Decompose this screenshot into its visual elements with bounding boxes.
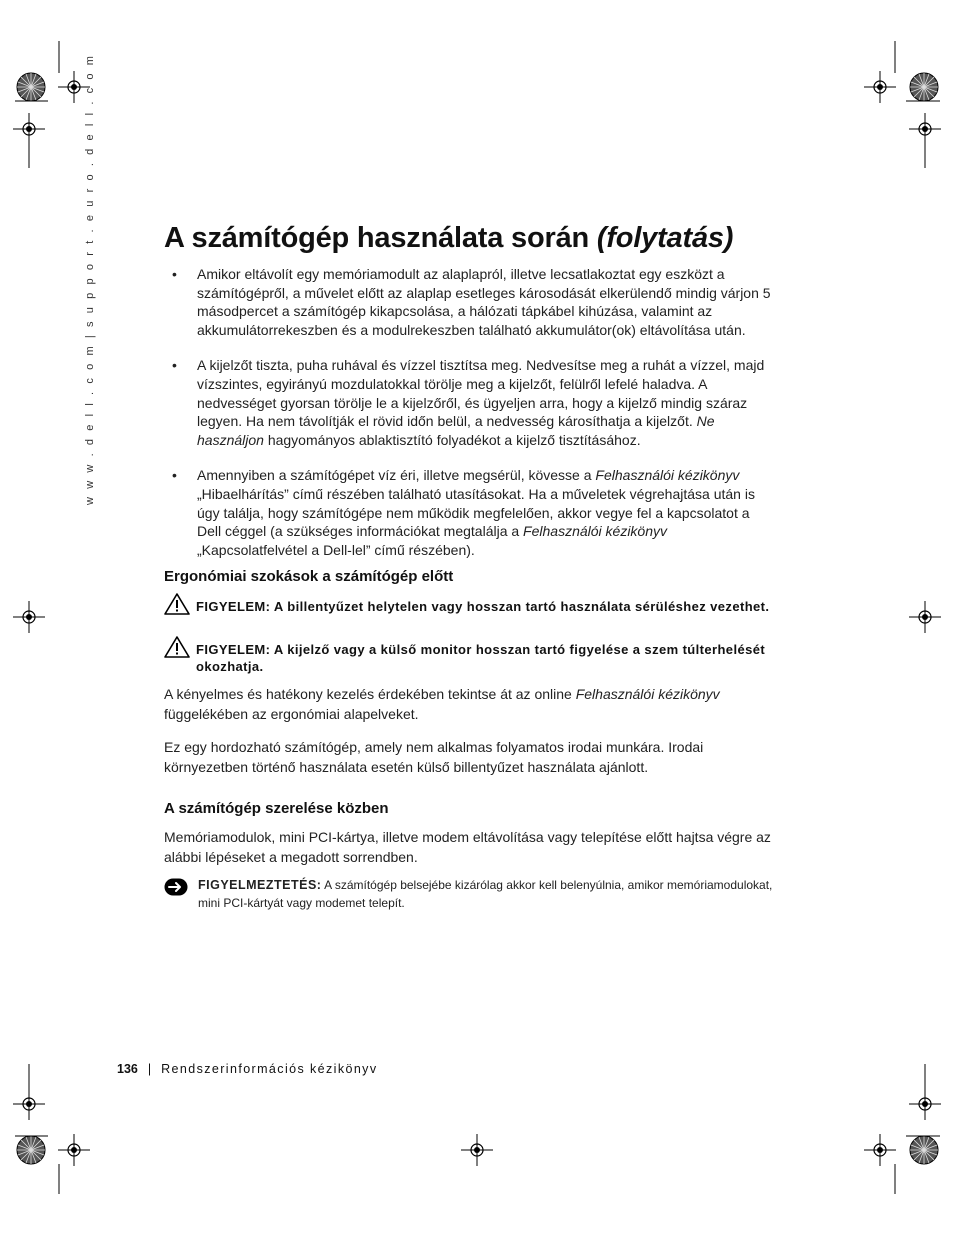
side-url-text: w w w . d e l l . c o m | s u p p o r t . e u r o . d e l l . c o m xyxy=(84,53,96,505)
bullet-text: „Kapcsolatfelvétel a Dell-lel” című részében). xyxy=(197,541,475,558)
bullet-text: Amikor eltávolít egy memóriamodult az alaplapról, illetve lecsatlakoztat egy eszközt a számítógépről, a művelet előtt az alaplap esetleges károsodását elkerülendő mindig várjon 5 másodpercet a számítógép kikapcsolása, a hálózati tápkábel kihúzása, valamint az akkumulátorrekeszben és a modulrekeszben található akkumulátor(ok) eltávolítása után. xyxy=(197,266,771,338)
section-heading-ergonomics: Ergonómiai szokások a számítógép előtt xyxy=(164,568,454,585)
bullet-text: A kijelzőt tiszta, puha ruhával és vízzel tisztítsa meg. Nedvesítse meg a ruhát a vízzel, majd vízszintes, egyirányú mozdulatokkal törölje meg a kijelzőt, felülről lefelé haladva. A nedvességet gyorsan törölje le a kijelzőről, és ügyeljen arra, hogy a kijelző mindig száraz legyen. Ha nem távolítják el rövid időn belül, a nedvesség károsíthatja a kijelzőt. xyxy=(197,357,765,430)
paragraph-text: függelékében az ergonómiai alapelveket. xyxy=(164,706,419,722)
page-footer xyxy=(117,1062,377,1076)
ergonomics-paragraph-1 xyxy=(164,684,776,724)
bullet-italic: Felhasználói kézikönyv xyxy=(595,467,740,484)
notice-icon xyxy=(164,878,188,896)
paragraph-text: A kényelmes és hatékony kezelés érdekében tekintse át az online xyxy=(164,686,576,702)
warning-text: FIGYELEM: A billentyűzet helytelen vagy hosszan tartó használata sérüléshez vezethet. xyxy=(196,599,770,614)
notice-body: A számítógép belsejébe kizárólag akkor kell belenyúlnia, amikor memóriamodulokat, mini PCI-kártyát vagy modemet telepít. xyxy=(198,878,773,910)
side-url xyxy=(82,53,102,505)
notice-label: FIGYELMEZTETÉS: xyxy=(198,878,322,892)
page-title xyxy=(164,222,733,255)
bullet-italic: Ne használjon xyxy=(197,413,715,448)
installation-paragraph: Memóriamodulok, mini PCI-kártya, illetve modem eltávolítása vagy telepítése előtt hajtsa végre az alábbi lépéseket a megadott sorrendben. xyxy=(164,829,771,865)
section-heading-installation: A számítógép szerelése közben xyxy=(164,800,389,817)
list-item xyxy=(164,356,776,449)
list-item xyxy=(164,265,776,339)
bullet-dot: • xyxy=(172,357,177,374)
notice-block xyxy=(164,876,776,912)
bullet-text: Amennyiben a számítógépet víz éri, illetve megsérül, kövesse a xyxy=(197,467,596,484)
page-title-main: A számítógép használata során xyxy=(164,222,597,254)
footer-title: Rendszerinformációs kézikönyv xyxy=(161,1062,378,1076)
bullet-text: „Hibaelhárítás” című részében található utasításokat. Ha a műveletek végrehajtása után is úgy találja, hogy számítógépe nem működik megfelelően, akkor vegye fel a kapcsolatot a Dell céggel (a szükséges információkat megtalálja a xyxy=(197,485,755,540)
bullet-dot: • xyxy=(172,266,177,282)
warning-keyboard xyxy=(164,598,784,615)
list-item xyxy=(164,466,776,559)
bullet-italic: Felhasználói kézikönyv xyxy=(523,523,668,540)
warning-icon xyxy=(164,592,190,616)
page-number: 136 xyxy=(117,1062,138,1076)
warning-icon xyxy=(164,635,190,659)
bullet-list xyxy=(164,265,776,576)
warning-monitor xyxy=(164,641,784,675)
bullet-text: hagyományos ablaktisztító folyadékot a kijelző tisztításához. xyxy=(263,431,641,448)
page-title-italic: (folytatás) xyxy=(596,222,734,254)
ergonomics-paragraph-2: Ez egy hordozható számítógép, amely nem alkalmas folyamatos irodai munkára. Irodai környezetben történő használata esetén külső billentyűzet használata ajánlott. xyxy=(164,739,704,775)
footer-separator: | xyxy=(147,1062,152,1076)
warning-text: FIGYELEM: A kijelző vagy a külső monitor hosszan tartó figyelése a szem túlterhelését okozhatja. xyxy=(196,642,766,674)
notice-text xyxy=(164,876,776,912)
bullet-dot: • xyxy=(172,467,177,484)
paragraph-italic: Felhasználói kézikönyv xyxy=(575,686,720,702)
